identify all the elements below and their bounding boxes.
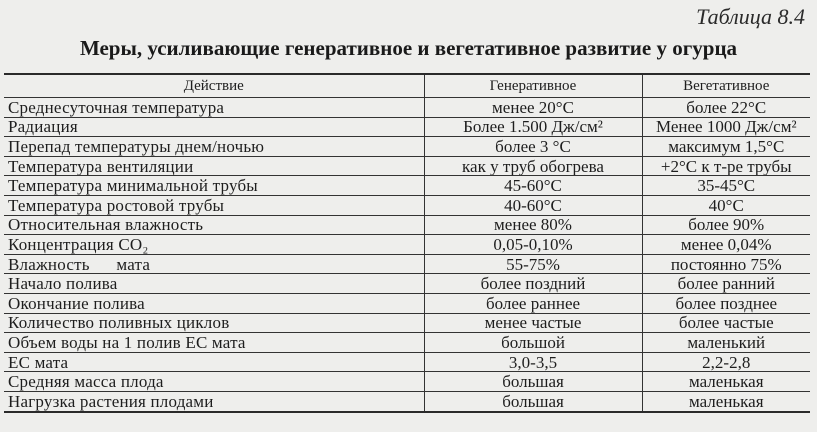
vegetative-cell: +2°С к т-ре трубы: [642, 156, 810, 176]
action-cell: Объем воды на 1 полив ЕС мата: [4, 333, 424, 353]
vegetative-cell: 35-45°С: [642, 176, 810, 196]
action-cell: Влажность мата: [4, 254, 424, 274]
table-row: [4, 313, 810, 333]
generative-cell: 55-75%: [424, 254, 642, 274]
column-header-generative: Генеративное: [424, 74, 642, 98]
generative-cell: более 3 °С: [424, 137, 642, 157]
generative-cell: Более 1.500 Дж/см²: [424, 117, 642, 137]
action-cell: Температура вентиляции: [4, 156, 424, 176]
table-row: [4, 98, 810, 118]
table-row: [4, 333, 810, 353]
column-header-action: Действие: [4, 74, 424, 98]
table-row: [4, 215, 810, 235]
table-row: [4, 293, 810, 313]
vegetative-cell: маленькая: [642, 372, 810, 392]
table-row: [4, 372, 810, 392]
measures-table: [4, 73, 810, 413]
vegetative-cell: более ранний: [642, 274, 810, 294]
action-cell: Радиация: [4, 117, 424, 137]
action-cell: Среднесуточная температура: [4, 98, 424, 118]
generative-cell: большая: [424, 372, 642, 392]
action-cell: Относительная влажность: [4, 215, 424, 235]
table-row: [4, 156, 810, 176]
action-cell: Перепад температуры днем/ночью: [4, 137, 424, 157]
action-cell: Окончание полива: [4, 293, 424, 313]
vegetative-cell: максимум 1,5°С: [642, 137, 810, 157]
table-number: Таблица 8.4: [696, 4, 805, 29]
vegetative-cell: более частые: [642, 313, 810, 333]
column-header-vegetative: Вегетативное: [642, 74, 810, 98]
vegetative-cell: Менее 1000 Дж/см²: [642, 117, 810, 137]
generative-cell: более раннее: [424, 293, 642, 313]
generative-cell: более поздний: [424, 274, 642, 294]
table-row: [4, 195, 810, 215]
action-cell: ЕС мата: [4, 352, 424, 372]
table-row: [4, 254, 810, 274]
generative-cell: большая: [424, 391, 642, 411]
generative-cell: менее 20°С: [424, 98, 642, 118]
vegetative-cell: более 90%: [642, 215, 810, 235]
vegetative-cell: менее 0,04%: [642, 235, 810, 255]
action-cell: Нагрузка растения плодами: [8, 391, 214, 411]
table-row: [4, 391, 810, 411]
generative-cell: 3,0-3,5: [424, 352, 642, 372]
action-cell: Концентрация CO₂: [4, 235, 424, 255]
action-cell: Начало полива: [4, 274, 424, 294]
vegetative-cell: маленькая: [642, 391, 810, 411]
generative-cell: менее частые: [424, 313, 642, 333]
action-cell: Температура минимальной трубы: [4, 176, 424, 196]
table-row: [4, 352, 810, 372]
generative-cell: менее 80%: [424, 215, 642, 235]
table-row: [4, 137, 810, 157]
header-row: [4, 74, 810, 98]
action-cell: Температура ростовой трубы: [4, 195, 424, 215]
vegetative-cell: более 22°С: [642, 98, 810, 118]
generative-cell: большой: [424, 333, 642, 353]
action-cell: Средняя масса плода: [4, 372, 424, 392]
action-cell: Количество поливных циклов: [4, 313, 424, 333]
table-title: Меры, усиливающие генеративное и вегетативное развитие у огурца: [79, 36, 738, 60]
vegetative-cell: постоянно 75%: [642, 254, 810, 274]
generative-cell: 45-60°С: [424, 176, 642, 196]
vegetative-cell: маленький: [642, 333, 810, 353]
generative-cell: 0,05-0,10%: [424, 235, 642, 255]
table-row: [4, 176, 810, 196]
table-row: [4, 274, 810, 294]
vegetative-cell: 40°С: [642, 195, 810, 215]
table-body: [4, 98, 810, 412]
vegetative-cell: более позднее: [642, 293, 810, 313]
generative-cell: 40-60°С: [424, 195, 642, 215]
table-row: [4, 235, 810, 255]
table-row: [4, 117, 810, 137]
generative-cell: как у труб обогрева: [424, 156, 642, 176]
vegetative-cell: 2,2-2,8: [642, 352, 810, 372]
